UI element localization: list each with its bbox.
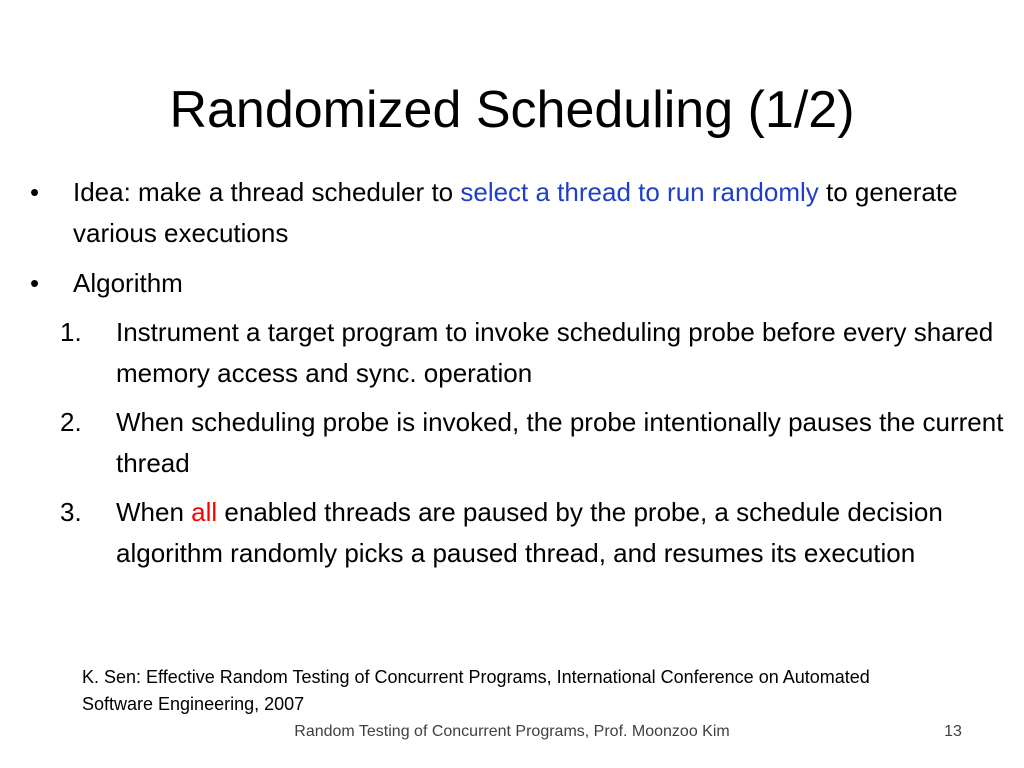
step-number: 2. — [60, 407, 82, 437]
step-text: When scheduling probe is invoked, the probe intentionally pauses the current thread — [116, 407, 1004, 478]
bullet-algorithm: Algorithm — [73, 268, 183, 298]
page-number: 13 — [944, 723, 962, 740]
bullet-marker: • — [30, 268, 40, 298]
step-text-before: When — [116, 497, 192, 527]
slide-title: Randomized Scheduling (1/2) — [169, 81, 855, 139]
bullet-idea — [73, 172, 1003, 254]
step-text-after: enabled threads are paused by the probe, a schedule decision algorithm randomly picks a paused thread, and resumes its execution — [116, 497, 943, 568]
step-number: 3. — [60, 497, 82, 527]
step-text — [116, 492, 1006, 574]
bullet-marker: • — [30, 177, 40, 207]
step-number: 1. — [60, 317, 82, 347]
step-text: Instrument a target program to invoke scheduling probe before every shared memory access and sync. operation — [116, 317, 994, 388]
bullet-idea-text-before: Idea: make a thread scheduler to — [73, 177, 461, 207]
bullet-idea-text-after: to generate various executions — [73, 177, 958, 248]
bullet-idea-highlight: select a thread to run randomly — [460, 177, 819, 207]
slide-footer: Random Testing of Concurrent Programs, Prof. Moonzoo Kim — [294, 723, 730, 740]
citation: K. Sen: Effective Random Testing of Concurrent Programs, International Conference on Automated Software Engineering, 2007 — [82, 667, 870, 714]
step-highlight: all — [191, 497, 218, 527]
